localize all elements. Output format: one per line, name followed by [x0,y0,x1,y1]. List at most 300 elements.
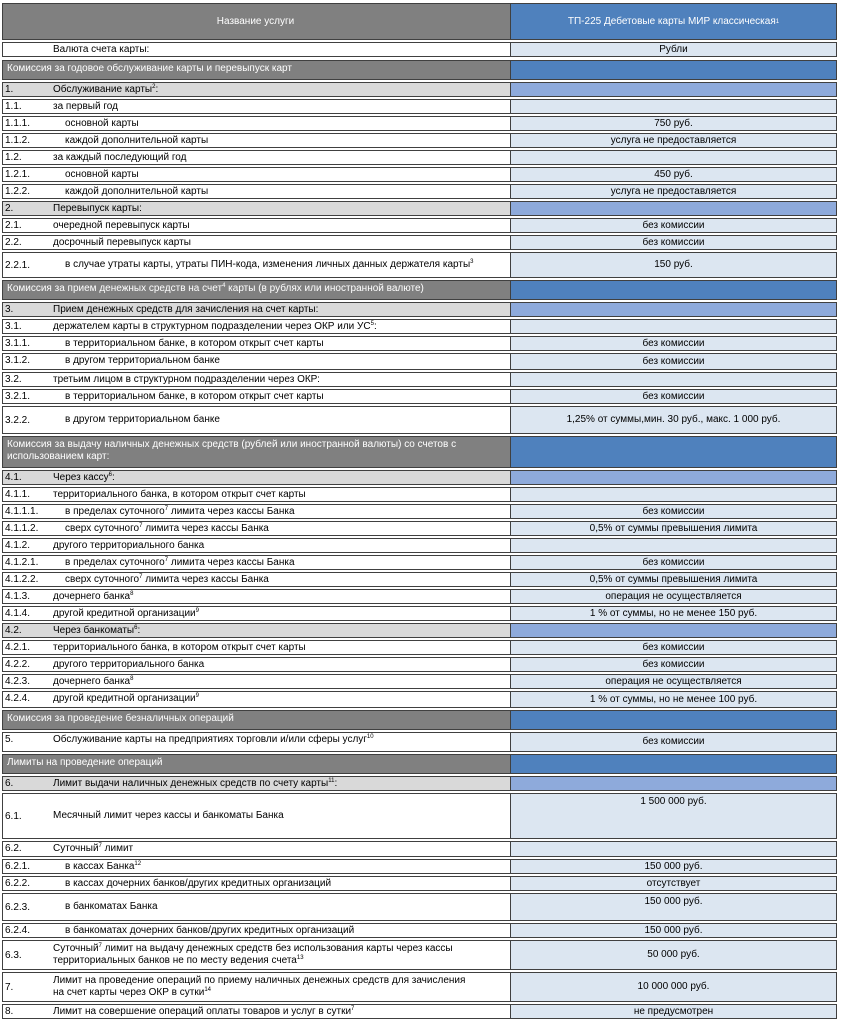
row-value [510,692,836,707]
row-name-wrap [53,472,115,484]
row-value-text: без комиссии [642,505,705,517]
row-number: 4.1.2. [5,540,31,551]
row-value [510,337,836,350]
row-number: 3.2.2. [5,414,31,426]
row-value-text: без комиссии [642,556,705,568]
footnote-ref: 9 [195,608,199,614]
row-name [49,539,509,552]
row-name [49,185,509,198]
row-value [510,924,836,937]
table-row [2,218,837,233]
row-name-text: Перевыпуск карты: [53,203,142,214]
row-name-text: другого территориального банка [53,659,205,670]
header-service-name-text: Название услуги [216,16,295,27]
row-name-wrap [65,355,220,367]
table-row [2,353,837,370]
row-name-text: в банкоматах Банка [65,901,158,912]
footnote-ref: 12 [134,861,142,867]
row-value [510,83,836,96]
row-name-wrap [65,169,139,181]
row-name-text: досрочный перевыпуск карты [53,237,191,248]
row-value-text: без комиссии [642,736,705,747]
row-name [49,253,509,277]
row-name [49,877,509,890]
table-row [2,606,837,621]
row-name-text: в территориальном банке, в котором открыт счет карты [65,338,324,349]
row-name-wrap [53,676,133,688]
row-name-text: за первый год [53,101,118,112]
table-row [2,893,837,921]
row-name-wrap [53,659,204,671]
row-value [510,894,836,920]
footnote-ref: 11 [328,778,335,784]
row-name-text: другой кредитной организации [53,693,196,704]
table-row [2,674,837,689]
section-title [3,755,508,773]
section-header [2,60,837,80]
row-number: 1.1.2. [5,135,31,146]
table-row [2,732,837,752]
row-name-text: лимита через кассы Банка [168,557,295,568]
row-number: 1.1.1. [5,118,31,129]
section-header [2,710,837,730]
table-row [2,876,837,891]
row-name-text: в пределах суточного [65,557,165,568]
table-row [2,252,837,278]
row-number: 2.2.1. [5,259,31,271]
row-name-text: : [334,778,338,789]
row-number: 4.1.1.2. [5,523,39,534]
row-name-text: Комиссия за годовое обслуживание карты и перевыпуск карт [7,63,292,74]
section-title [3,281,508,299]
section-value-cell [510,61,836,79]
row-value [510,777,836,790]
row-number: 6.2. [5,843,22,854]
table-row [2,972,837,1002]
row-name-text: третьим лицом в структурном подразделении через ОКР: [53,374,320,385]
footnote-ref: 7 [139,523,143,529]
row-number: 4.2.4. [5,693,31,704]
row-value-text: 150 000 руб. [644,860,703,872]
row-name-text: основной карты [65,118,139,129]
row-name-wrap [65,186,208,198]
row-value-text: мин. 30 руб., макс. 1 000 руб. [644,414,781,425]
row-value [510,117,836,130]
row-value [510,168,836,181]
row-name-text: за каждый последующий год [53,152,187,163]
row-name-wrap [53,843,133,855]
row-number: 3.1. [5,321,22,332]
row-number: 4.1.2.1. [5,557,39,568]
row-value [510,488,836,501]
row-number: 4.1.1. [5,489,31,500]
row-value-text: 150 руб. [654,259,693,270]
row-name-text: : [137,625,141,636]
row-value-text: без комиссии [642,658,705,670]
currency-value-text: Рубли [659,43,688,55]
row-name-text: Через кассу [53,472,109,483]
row-name-wrap [53,734,374,746]
row-value-text: 0,5% от суммы превышения лимита [589,522,758,534]
row-value [510,253,836,277]
row-value [510,1005,836,1018]
table-row [2,1004,837,1019]
row-name [49,505,509,518]
row-name [49,1005,509,1018]
row-name-text: Суточный [53,943,99,954]
row-name-text: в территориальном банке, в котором открыт счет карты [65,391,324,402]
row-name [49,303,509,316]
table-row [2,133,837,148]
row-name [49,692,509,707]
row-value [510,842,836,856]
row-value-text: без комиссии [642,236,705,248]
row-value [510,134,836,147]
row-value [510,794,836,838]
row-name-wrap [53,625,140,637]
row-name [49,390,509,403]
row-name-wrap [53,220,190,232]
row-number: 3.2.1. [5,391,31,402]
group-row [2,201,837,216]
row-value [510,151,836,164]
row-name-text: Лимиты на проведение операций [7,757,163,768]
row-name [49,924,509,937]
row-name-text: Лимит на совершение операций оплаты товаров и услуг в сутки [53,1006,352,1017]
row-name-text: лимит [101,843,134,854]
row-name [49,83,509,96]
row-number: 4.2.1. [5,642,31,653]
row-name-wrap [65,118,139,130]
table-row [2,555,837,570]
header-tariff [510,4,836,39]
row-name-text: в кассах Банка [65,861,135,872]
row-value-text: без комиссии [642,355,705,367]
table-row [2,504,837,519]
row-name-text: территориального банка, в котором открыт счет карты [53,642,306,653]
row-name-wrap [53,1006,354,1018]
footnote-ref: 7 [164,506,169,512]
row-value-text: без комиссии [642,337,705,349]
footnote-ref: 3 [470,259,474,265]
row-value [510,354,836,369]
row-number: 3. [5,304,14,315]
row-name [49,733,509,751]
row-value [510,185,836,198]
row-value [510,641,836,654]
table-row [2,572,837,587]
row-name-text: территориального банка, в котором открыт счет карты [53,489,306,500]
row-name-text: использованием карт: [7,451,110,462]
group-row [2,623,837,638]
row-name-text: в другом территориальном банке [65,355,220,366]
row-value [510,390,836,403]
row-name-text: каждой дополнительной карты [65,135,209,146]
footnote-ref: 7 [98,943,102,949]
row-name-text: другой кредитной организации [53,608,196,619]
table-header [2,3,837,40]
row-name [49,794,509,838]
row-value-text: операция не осуществляется [605,675,742,687]
footnote-ref: 7 [164,557,169,563]
row-name [49,973,509,1001]
table-row [2,319,837,334]
table-row [2,116,837,131]
row-name-text: на счет карты через ОКР в сутки [53,987,205,998]
row-name-wrap [65,338,324,350]
section-title [3,437,508,467]
row-number: 2.2. [5,237,22,248]
table-row [2,521,837,536]
row-value-text: 50 000 руб. [647,949,700,960]
section-header [2,280,837,300]
row-value [510,860,836,873]
footnote-ref: 7 [98,843,102,849]
row-value [510,522,836,535]
row-name-text: лимит на выдачу денежных средств без использования карты через кассы [101,943,453,954]
row-value-text: услуга не предоставляется [610,134,737,146]
section-title [3,61,508,79]
section-value-cell [510,755,836,773]
row-name-text: карты (в рублях или иностранной валюте) [225,283,424,294]
row-value-text: 1 % от суммы, но не менее 100 руб. [589,693,758,705]
table-row [2,389,837,404]
row-value [510,624,836,637]
row-value [510,407,836,433]
row-number: 6.2.4. [5,925,31,936]
currency-num [3,43,49,56]
row-number: 6.2.2. [5,878,31,889]
row-name-wrap [65,135,208,147]
row-name [49,471,509,484]
row-name-text: Обслуживание карты на предприятиях торговли и/или сферы услуг [53,734,367,745]
row-name [49,488,509,501]
row-value [510,219,836,232]
footnote-ref: 13 [296,955,304,961]
row-value-text: не предусмотрен [633,1005,714,1017]
row-name-wrap [65,901,158,913]
row-name-text: в случае утраты карты, утраты ПИН-кода, изменения личных данных держателя карты [65,259,471,270]
row-value-text: 0,5% от суммы превышения лимита [589,573,758,585]
group-row [2,776,837,791]
row-name [49,842,509,856]
row-value-text: 150 000 руб. [644,896,703,907]
row-number: 2.1. [5,220,22,231]
row-name [49,590,509,603]
row-name-wrap [53,101,118,113]
section-header [2,436,837,468]
row-name-wrap [65,259,473,271]
row-value [510,733,836,751]
row-name-text: : [373,321,377,332]
footnote-ref: 14 [204,987,212,993]
row-number: 8. [5,1006,14,1017]
footnote-ref: 6 [108,472,112,478]
row-value [510,973,836,1001]
row-name-wrap [53,810,284,822]
row-name [49,151,509,164]
row-number: 1.1. [5,101,22,112]
row-value-text: без комиссии [642,641,705,653]
table-row [2,167,837,182]
row-value-text: 750 руб. [654,117,693,129]
row-number: 5. [5,734,14,745]
row-name-text: лимита через кассы Банка [142,523,269,534]
row-name-text: другого территориального банка [53,540,205,551]
row-name-wrap [53,778,337,790]
table-row [2,923,837,938]
row-name [49,320,509,333]
row-name [49,641,509,654]
row-name-text: Прием денежных средств для зачисления на счет карты: [53,304,319,315]
row-value [510,471,836,484]
row-number: 3.2. [5,374,22,385]
row-name-wrap [53,152,186,164]
row-value [510,675,836,688]
row-name-wrap [65,861,141,873]
row-name [49,373,509,386]
row-name-wrap [53,203,142,215]
footnote-ref: 6 [134,625,138,631]
row-name [49,337,509,350]
row-name [49,354,509,369]
footnote-ref: 5 [370,321,374,327]
table-row [2,336,837,351]
row-name-wrap [53,540,204,552]
footnote-ref: 7 [351,1006,355,1012]
row-value [510,607,836,620]
row-number: 4.2. [5,625,22,636]
row-name-wrap [65,557,295,569]
row-value [510,658,836,671]
row-name-text: в другом территориальном банке [65,414,220,425]
row-name-wrap [53,608,199,620]
currency-label-text: Валюта счета карты: [53,44,150,55]
row-value [510,100,836,113]
row-name [49,675,509,688]
table-row [2,99,837,114]
row-name-wrap [65,925,354,937]
row-name-text: Лимит выдачи наличных денежных средств по счету карты [53,778,329,789]
row-name-text: в кассах дочерних банков/других кредитных организаций [65,878,332,889]
row-name-text: держателем карты в структурном подразделении через ОКР или УС [53,321,371,332]
row-value [510,320,836,333]
footnote-ref: 4 [222,283,226,289]
table-row [2,940,837,970]
row-number: 1. [5,84,14,95]
row-name-wrap [53,693,199,705]
table-row [2,859,837,874]
row-value [510,236,836,249]
row-value [510,556,836,569]
row-name-text: Обслуживание карты [53,84,153,95]
row-name-wrap [53,943,453,967]
section-value-cell [510,281,836,299]
row-name-text: Через банкоматы [53,625,135,636]
table-row [2,538,837,553]
row-value-text: 1,25% от суммы, [566,414,644,425]
row-name-text: : [155,84,159,95]
row-name-text: Комиссия за проведение безналичных операций [7,713,234,724]
table-row [2,841,837,857]
row-number: 3.1.2. [5,355,31,366]
row-name-wrap [65,878,331,890]
row-value-text: без комиссии [642,219,705,231]
row-number: 6.3. [5,949,22,961]
row-value-text: услуга не предоставляется [610,185,737,197]
table-row [2,487,837,502]
row-number: 2. [5,203,14,214]
row-name [49,777,509,790]
row-name-text: территориальных банков не по месту ведения счета [53,955,297,966]
row-name-wrap [53,237,191,249]
row-name-wrap [53,975,465,999]
row-name [49,624,509,637]
row-name-wrap [53,84,158,96]
row-name-text: сверх суточного [65,574,140,585]
row-value-text: без комиссии [642,390,705,402]
table-row [2,372,837,387]
row-name [49,556,509,569]
footnote-ref: 7 [139,574,143,580]
table-row [2,184,837,199]
row-value [510,877,836,890]
row-number: 4.1.2.2. [5,574,39,585]
row-number: 6. [5,778,14,789]
row-value-text: 1 % от суммы, но не менее 150 руб. [589,607,758,619]
row-number: 1.2.2. [5,186,31,197]
row-number: 4.1.1.1. [5,506,39,517]
row-name [49,100,509,113]
row-number: 4.2.2. [5,659,31,670]
row-number: 4.1.4. [5,608,31,619]
currency-label [49,43,509,56]
row-name-wrap [53,489,306,501]
row-name [49,134,509,147]
row-value [510,573,836,586]
row-name-text: в банкоматах дочерних банков/других кредитных организаций [65,925,355,936]
footnote-ref: 8 [130,676,134,682]
row-name [49,522,509,535]
row-name-text: в пределах суточного [65,506,165,517]
row-name [49,573,509,586]
row-value [510,539,836,552]
row-name-wrap [53,321,377,333]
row-value [510,373,836,386]
row-value [510,590,836,603]
row-number: 6.1. [5,810,22,822]
row-name [49,117,509,130]
row-name-text: основной карты [65,169,139,180]
row-name-wrap [65,506,295,518]
header-tariff-text: ТП-225 Дебетовые карты МИР классическая [567,15,776,27]
row-name-wrap [65,574,269,586]
row-name-wrap [65,414,220,426]
row-number: 1.2.1. [5,169,31,180]
row-name-text: дочернего банка [53,676,131,687]
group-row [2,470,837,485]
row-name-text: Суточный [53,843,99,854]
row-value-text: отсутствует [646,877,701,889]
row-name-wrap [53,591,133,603]
row-name-text: дочернего банка [53,591,131,602]
row-name [49,407,509,433]
row-number: 4.2.3. [5,676,31,687]
row-value-text: 10 000 000 руб. [637,981,710,992]
row-name [49,607,509,620]
section-value-cell [510,711,836,729]
footnote-ref: 2 [152,84,156,90]
